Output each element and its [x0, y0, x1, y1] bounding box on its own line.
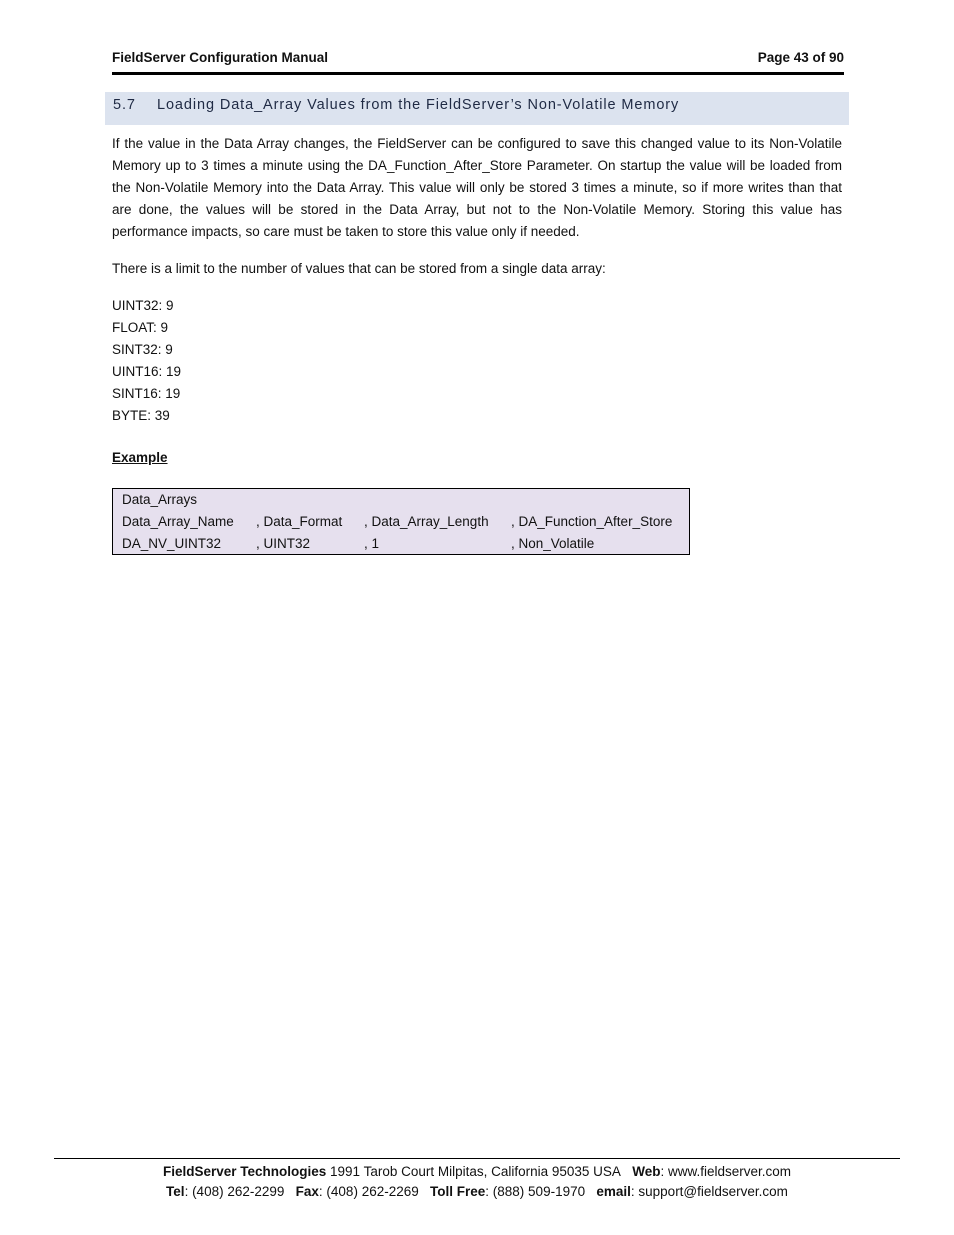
footer-line-2: [54, 1182, 900, 1202]
footer-line-1: [54, 1162, 900, 1182]
footer-email: : support@fieldserver.com: [630, 1184, 788, 1199]
body-paragraph-1: If the value in the Data Array changes, the FieldServer can be configured to save this changed value to its Non-Volatile Memory up to 3 times a minute using the DA_Function_After_Store Parameter. On startup the value will be loaded from the Non-Volatile Memory into the Data Array. This value will only be stored 3 times a minute, so if more writes than that are done, the values will be stored in the Data Array, but not to the Non-Volatile Memory. Storing this value has performance impacts, so care must be taken to store this value only if needed.: [112, 136, 842, 239]
limit-item: BYTE: 39: [112, 408, 170, 423]
footer-company: FieldServer Technologies: [162, 1164, 327, 1179]
config-data-cell: , 1: [364, 536, 380, 551]
config-header-cell: , Data_Format: [256, 514, 343, 529]
config-data-cell: , UINT32: [256, 536, 311, 551]
footer-fax: : (408) 262-2269: [318, 1184, 419, 1199]
body-paragraph-2: There is a limit to the number of values that can be stored from a single data array:: [112, 261, 606, 276]
section-heading: [105, 92, 849, 125]
footer-fax-label: Fax: [295, 1184, 319, 1199]
example-config-box: [112, 488, 690, 555]
limit-item: UINT32: 9: [112, 298, 174, 313]
config-section-line: [122, 489, 689, 511]
footer-divider: [54, 1158, 900, 1159]
config-header-cell: , DA_Function_After_Store: [511, 514, 673, 529]
footer-web-label: Web: [632, 1164, 661, 1179]
limit-item: FLOAT: 9: [112, 320, 169, 335]
footer-tollfree: : (888) 509-1970: [485, 1184, 586, 1199]
limit-item: SINT16: 19: [112, 386, 181, 401]
config-data-cell: DA_NV_UINT32: [122, 536, 222, 551]
config-header-cell: , Data_Array_Length: [364, 514, 489, 529]
config-data-row: [122, 533, 689, 555]
page-number: Page 43 of 90: [757, 50, 844, 65]
limits-list: [112, 295, 181, 427]
config-header-row: [122, 511, 689, 533]
footer-tel: : (408) 262-2299: [184, 1184, 285, 1199]
limit-item: UINT16: 19: [112, 364, 182, 379]
footer-email-label: email: [596, 1184, 631, 1199]
footer-web: : www.fieldserver.com: [660, 1164, 792, 1179]
footer-tel-label: Tel: [166, 1184, 185, 1199]
config-header-cell: Data_Array_Name: [122, 514, 234, 529]
section-title: Loading Data_Array Values from the FieldServer’s Non-Volatile Memory: [157, 97, 680, 113]
header-divider: [112, 72, 844, 75]
footer-tollfree-label: Toll Free: [430, 1184, 486, 1199]
example-heading: Example: [112, 450, 168, 465]
config-section-name: Data_Arrays: [122, 492, 198, 507]
page-footer: [54, 1162, 900, 1202]
manual-title: FieldServer Configuration Manual: [112, 50, 329, 65]
section-number: 5.7: [113, 97, 136, 113]
config-data-cell: , Non_Volatile: [511, 536, 595, 551]
page-header: [112, 50, 844, 65]
limit-item: SINT32: 9: [112, 342, 173, 357]
footer-address: 1991 Tarob Court Milpitas, California 95035 USA: [326, 1164, 621, 1179]
